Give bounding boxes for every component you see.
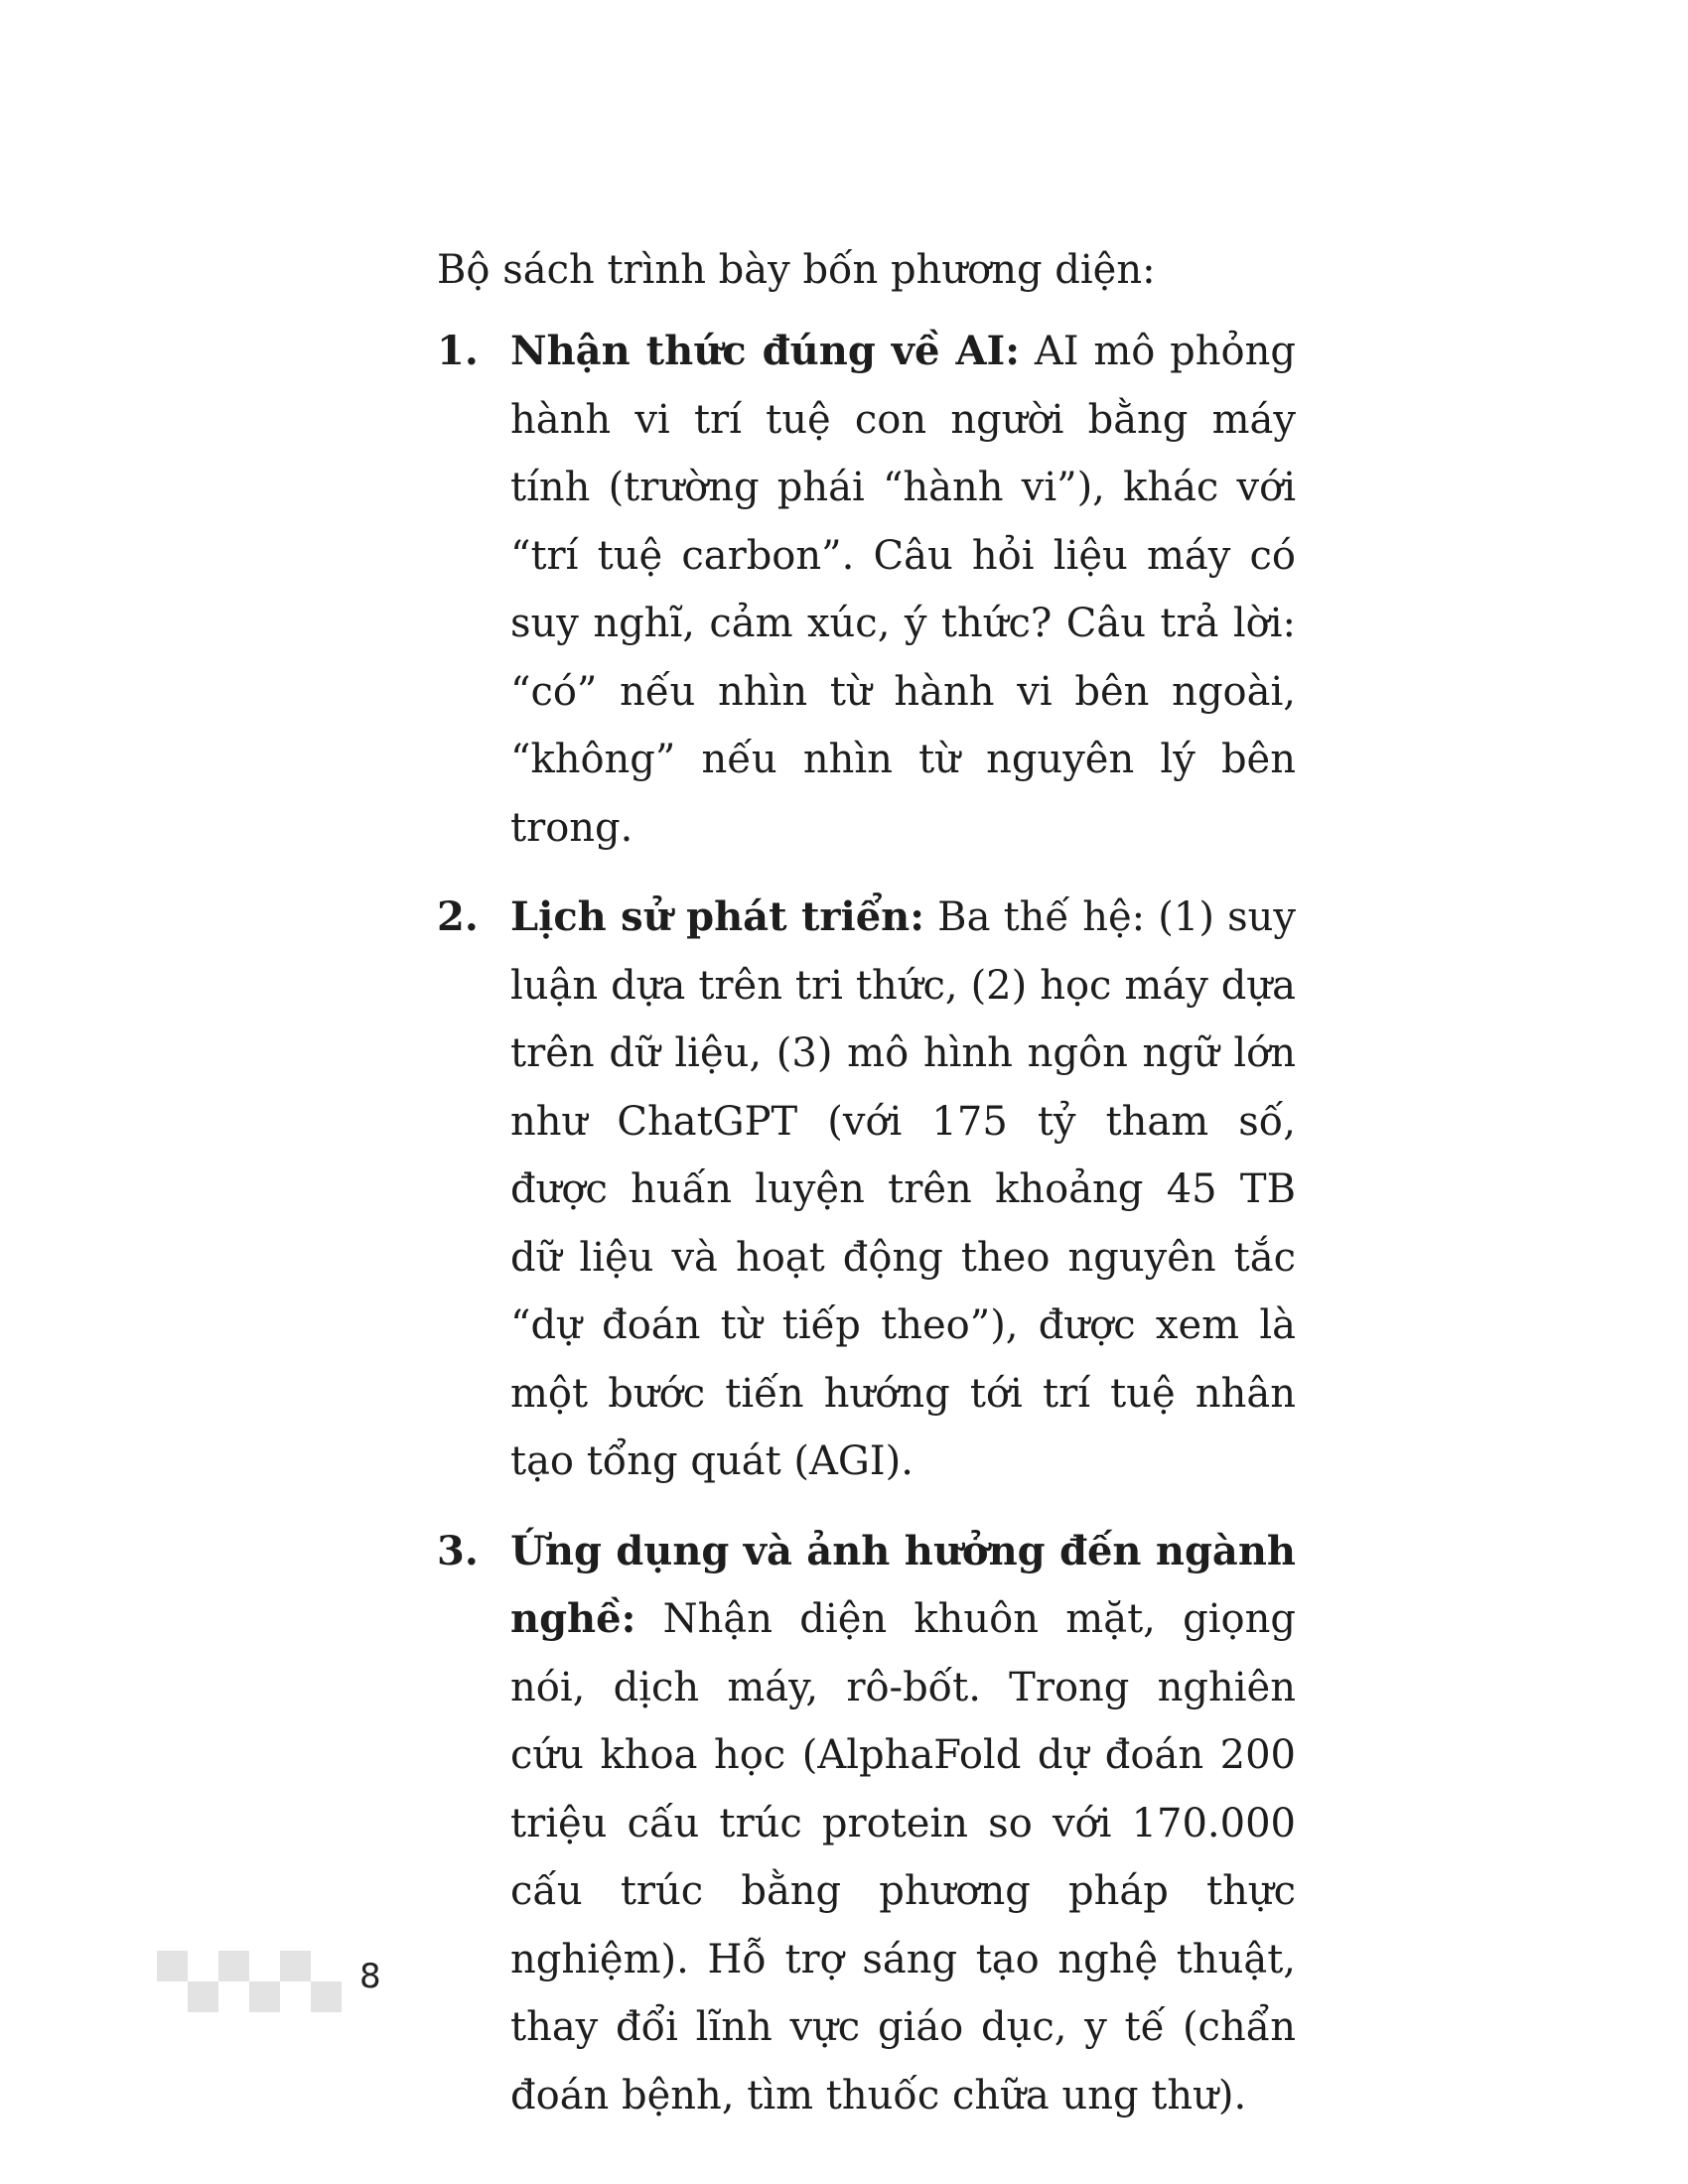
item-text: Ba thế hệ: (1) suy luận dựa trên tri thức, (2) học máy dựa trên dữ liệu, (3) mô hình ngôn ngữ lớn như ChatGPT (với 175 tỷ tham số, được huấn luyện trên khoảng 45 TB dữ liệu và hoạt động theo nguyên tắc “dự đoán từ tiếp theo”), được xem là một bước tiến hướng tới trí tuệ nhân tạo tổng quát (AGI). — [510, 894, 1297, 1484]
item-heading: Ứng dụng và ảnh hưởng đến ngành nghề: — [510, 1527, 1296, 1642]
page-content — [437, 236, 1296, 2151]
item-text: Nhận diện khuôn mặt, giọng nói, dịch máy, rô-bốt. Trong nghiên cứu khoa học (AlphaFold dự đoán 200 triệu cấu trúc protein so với 170.000 cấu trúc bằng phương pháp thực nghiệm). Hỗ trợ sáng tạo nghệ thuật, thay đổi lĩnh vực giáo dục, y tế (chẩn đoán bệnh, tìm thuốc chữa ung thư). — [510, 1596, 1296, 2118]
checker-pattern-decoration — [157, 1951, 355, 2012]
item-heading: Lịch sử phát triển: — [510, 893, 924, 940]
page-footer — [157, 1951, 395, 2012]
list-item — [437, 1518, 1296, 2130]
list-item — [437, 318, 1296, 862]
list-item — [437, 884, 1296, 1496]
item-heading: Nhận thức đúng về AI: — [510, 328, 1021, 374]
item-number: 1. — [437, 328, 479, 374]
item-text: AI mô phỏng hành vi trí tuệ con người bằng máy tính (trường phái “hành vi”), khác với “trí tuệ carbon”. Câu hỏi liệu máy có suy nghĩ, cảm xúc, ý thức? Câu trả lời: “có” nếu nhìn từ hành vi bên ngoài, “không” nếu nhìn từ nguyên lý bên trong. — [510, 329, 1296, 851]
item-number: 3. — [437, 1527, 479, 1574]
numbered-list — [437, 318, 1296, 2129]
item-number: 2. — [437, 893, 479, 940]
intro-paragraph: Bộ sách trình bày bốn phương diện: — [437, 247, 1156, 293]
page-number: 8 — [359, 1957, 381, 1996]
